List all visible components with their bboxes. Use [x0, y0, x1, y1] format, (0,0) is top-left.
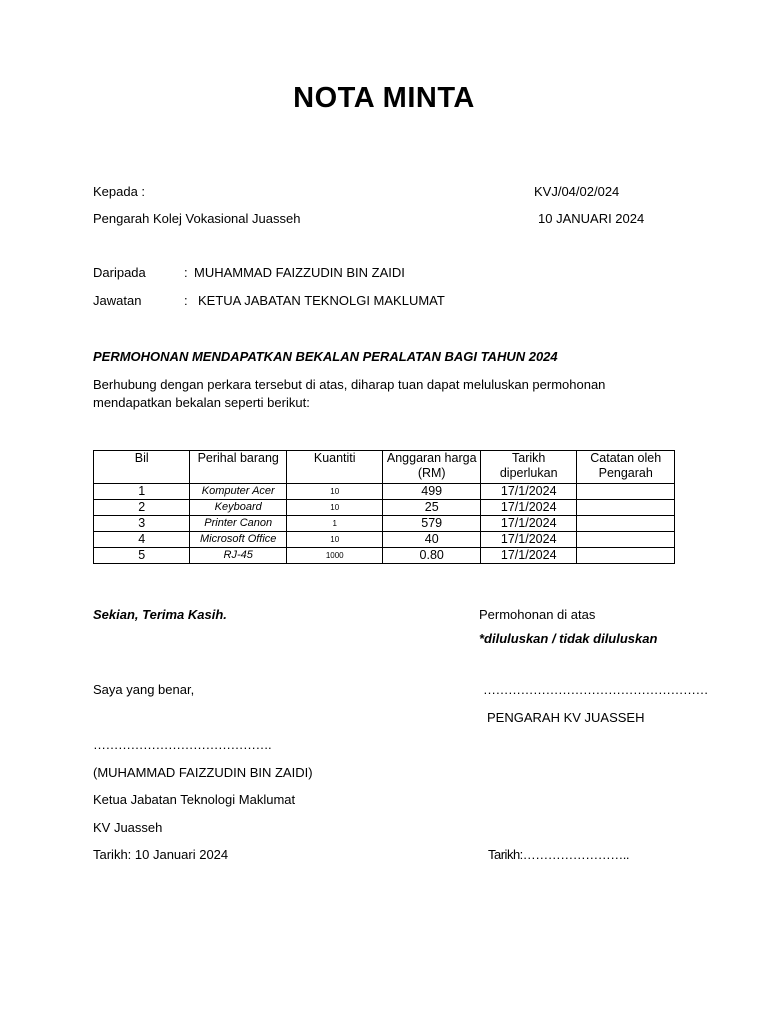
recipient: Pengarah Kolej Vokasional Juasseh	[93, 211, 301, 226]
director-title: PENGARAH KV JUASSEH	[487, 710, 645, 725]
table-row	[94, 516, 675, 532]
cell-price: 579	[383, 516, 481, 532]
table-row	[94, 548, 675, 564]
position-colon: :	[184, 293, 188, 308]
cell-date: 17/1/2024	[480, 548, 576, 564]
request-table	[93, 450, 675, 564]
position-label: Jawatan	[93, 293, 142, 308]
signer-name: (MUHAMMAD FAIZZUDIN BIN ZAIDI)	[93, 765, 313, 780]
header-note: Catatan oleh Pengarah	[577, 451, 675, 484]
cell-note	[577, 516, 675, 532]
cell-date: 17/1/2024	[480, 500, 576, 516]
cell-quantity: 10	[286, 500, 382, 516]
cell-note	[577, 484, 675, 500]
signer-date: Tarikh: 10 Januari 2024	[93, 847, 229, 862]
from-label: Daripada	[93, 265, 146, 280]
table-header-row	[94, 451, 675, 484]
approval-label: Permohonan di atas	[479, 607, 596, 622]
cell-bil: 2	[94, 500, 190, 516]
reference-number: KVJ/04/02/024	[534, 184, 620, 199]
body-line-1: Berhubung dengan perkara tersebut di atas, diharap tuan dapat meluluskan permohonan	[93, 377, 606, 392]
body-line-2: mendapatkan bekalan seperti berikut:	[93, 395, 310, 410]
cell-quantity: 10	[286, 484, 382, 500]
table-row	[94, 500, 675, 516]
cell-note	[577, 500, 675, 516]
header-item: Perihal barang	[190, 451, 286, 484]
signer-position: Ketua Jabatan Teknologi Maklumat	[93, 792, 296, 807]
subject-heading: PERMOHONAN MENDAPATKAN BEKALAN PERALATAN BAGI TAHUN 2024	[93, 349, 558, 364]
approval-options: *diluluskan / tidak diluluskan	[479, 631, 658, 646]
from-name: MUHAMMAD FAIZZUDIN BIN ZAIDI	[194, 265, 405, 280]
sincerely-text: Saya yang benar,	[93, 682, 195, 697]
cell-date: 17/1/2024	[480, 484, 576, 500]
cell-item: Komputer Acer	[190, 484, 286, 500]
cell-price: 40	[383, 532, 481, 548]
header-quantity: Kuantiti	[286, 451, 382, 484]
cell-quantity: 10	[286, 532, 382, 548]
director-date: Tarikh:……………………..	[488, 847, 630, 862]
cell-note	[577, 532, 675, 548]
memo-date: 10 JANUARI 2024	[538, 211, 645, 226]
cell-date: 17/1/2024	[480, 516, 576, 532]
director-signature-line: ………………………………………………	[483, 682, 708, 697]
cell-price: 499	[383, 484, 481, 500]
cell-item: Keyboard	[190, 500, 286, 516]
header-date: Tarikh diperlukan	[480, 451, 576, 484]
header-price: Anggaran harga (RM)	[383, 451, 481, 484]
table-row	[94, 532, 675, 548]
cell-note	[577, 548, 675, 564]
cell-quantity: 1	[286, 516, 382, 532]
cell-item: Microsoft Office	[190, 532, 286, 548]
cell-item: RJ-45	[190, 548, 286, 564]
signer-signature-line: …………………………………….	[93, 737, 272, 752]
to-label: Kepada :	[93, 184, 146, 199]
cell-date: 17/1/2024	[480, 532, 576, 548]
cell-price: 0.80	[383, 548, 481, 564]
table-row	[94, 484, 675, 500]
closing-thanks: Sekian, Terima Kasih.	[93, 607, 227, 622]
document-title: NOTA MINTA	[293, 82, 475, 114]
cell-price: 25	[383, 500, 481, 516]
signer-organisation: KV Juasseh	[93, 820, 163, 835]
cell-item: Printer Canon	[190, 516, 286, 532]
cell-bil: 4	[94, 532, 190, 548]
position-value: KETUA JABATAN TEKNOLGI MAKLUMAT	[198, 293, 445, 308]
header-bil: Bil	[94, 451, 190, 484]
cell-bil: 1	[94, 484, 190, 500]
from-colon: :	[184, 265, 188, 280]
cell-bil: 3	[94, 516, 190, 532]
cell-bil: 5	[94, 548, 190, 564]
cell-quantity: 1000	[286, 548, 382, 564]
